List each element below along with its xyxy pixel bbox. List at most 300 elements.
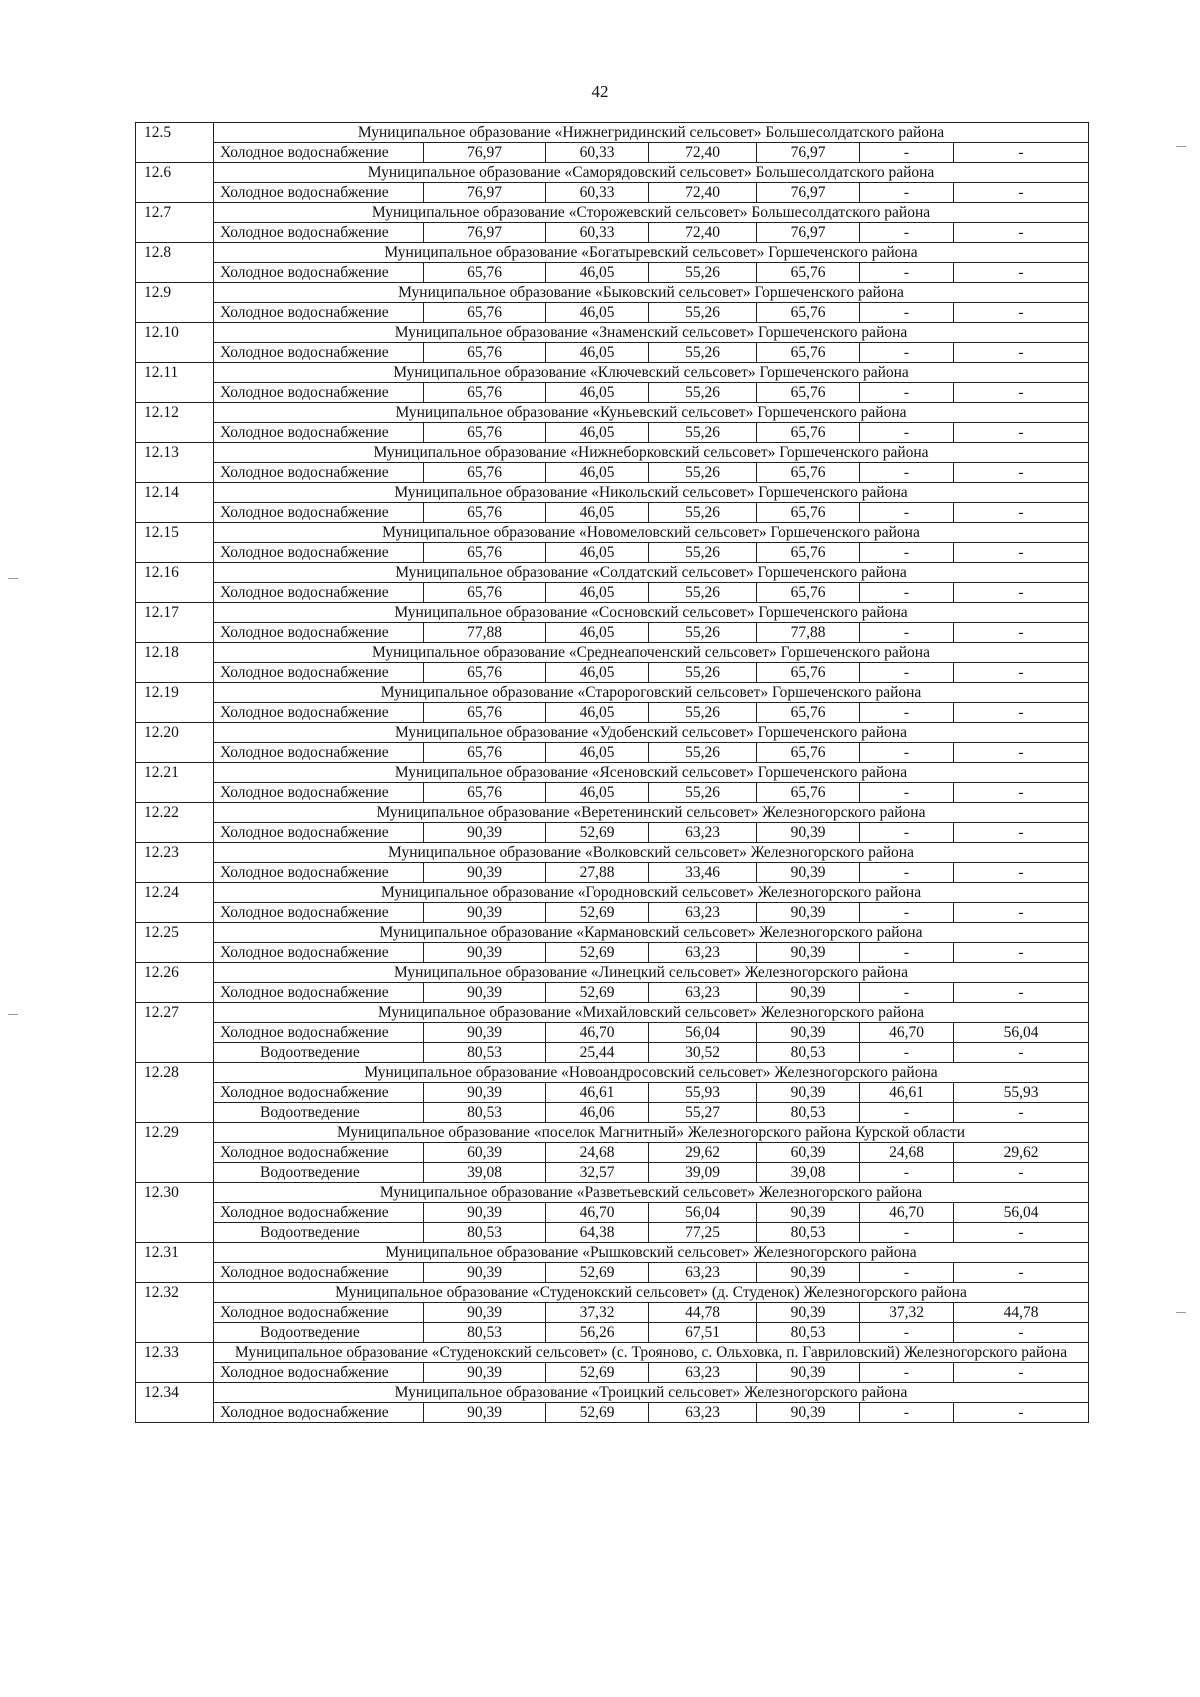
tariff-row [136,983,1089,1003]
tariff-value-3: 55,26 [649,423,757,443]
section-number: 12.26 [136,963,214,1003]
tariff-value-2: 46,70 [546,1203,649,1223]
tariff-value-5: - [860,223,954,243]
tariff-value-1: 90,39 [424,863,546,883]
section-number: 12.14 [136,483,214,523]
tariff-value-2: 64,38 [546,1223,649,1243]
tariff-value-1: 80,53 [424,1043,546,1063]
tariff-value-5: - [860,1323,954,1343]
tariff-value-3: 55,26 [649,383,757,403]
tariff-value-3: 63,23 [649,823,757,843]
tariff-row [136,823,1089,843]
tariff-value-6: - [954,1223,1089,1243]
tariff-value-2: 52,69 [546,1363,649,1383]
tariff-value-6: - [954,1103,1089,1123]
tariff-value-1: 65,76 [424,743,546,763]
tariff-value-4: 90,39 [757,1083,860,1103]
tariff-row [136,743,1089,763]
tariff-value-3: 55,26 [649,463,757,483]
tariff-row [136,703,1089,723]
section-number: 12.11 [136,363,214,403]
tariff-value-4: 90,39 [757,1023,860,1043]
tariff-value-2: 46,06 [546,1103,649,1123]
tariff-value-1: 90,39 [424,903,546,923]
section-header-row [136,123,1089,143]
tariff-value-2: 60,33 [546,223,649,243]
tariff-value-2: 46,05 [546,303,649,323]
tariff-value-6: - [954,343,1089,363]
section-title: Муниципальное образование «Нижнегридинский сельсовет» Большесолдатского района [214,123,1089,143]
tariff-row [136,1303,1089,1323]
tariff-value-6: 44,78 [954,1303,1089,1323]
tariff-value-6: - [954,263,1089,283]
section-title: Муниципальное образование «Линецкий сельсовет» Железногорского района [214,963,1089,983]
tariff-value-6: - [954,823,1089,843]
tariff-value-4: 80,53 [757,1323,860,1343]
tariff-value-3: 29,62 [649,1143,757,1163]
tariff-value-4: 90,39 [757,823,860,843]
tariff-row [136,463,1089,483]
tariff-value-1: 90,39 [424,1263,546,1283]
section-title: Муниципальное образование «Студенокский сельсовет» (с. Трояново, с. Ольховка, п. Гавриловский) Железногорского района [214,1343,1089,1363]
section-number: 12.19 [136,683,214,723]
service-name: Холодное водоснабжение [214,543,424,563]
tariff-value-2: 52,69 [546,823,649,843]
service-name: Холодное водоснабжение [214,623,424,643]
service-name: Холодное водоснабжение [214,1303,424,1323]
tariff-value-4: 65,76 [757,543,860,563]
tariff-value-5: - [860,1263,954,1283]
section-title: Муниципальное образование «Новоандросовский сельсовет» Железногорского района [214,1063,1089,1083]
service-name: Водоотведение [214,1043,424,1063]
section-title: Муниципальное образование «Среднеапоченский сельсовет» Горшеченского района [214,643,1089,663]
tariff-value-3: 55,26 [649,263,757,283]
service-name: Холодное водоснабжение [214,943,424,963]
tariff-value-5: - [860,863,954,883]
service-name: Водоотведение [214,1223,424,1243]
service-name: Холодное водоснабжение [214,703,424,723]
section-number: 12.24 [136,883,214,923]
tariff-value-1: 90,39 [424,1303,546,1323]
tariff-value-1: 90,39 [424,943,546,963]
tariff-row [136,863,1089,883]
tariff-value-2: 24,68 [546,1143,649,1163]
tariff-value-6: - [954,1363,1089,1383]
service-name: Холодное водоснабжение [214,983,424,1003]
tariff-value-5: 46,70 [860,1203,954,1223]
service-name: Холодное водоснабжение [214,1143,424,1163]
section-number: 12.21 [136,763,214,803]
tariff-value-5: - [860,543,954,563]
tariff-value-1: 90,39 [424,1023,546,1043]
tariff-value-1: 65,76 [424,303,546,323]
service-name: Холодное водоснабжение [214,263,424,283]
tariff-value-6: - [954,503,1089,523]
tariff-value-1: 76,97 [424,183,546,203]
service-name: Холодное водоснабжение [214,1023,424,1043]
tariff-value-6: 55,93 [954,1083,1089,1103]
section-header-row [136,163,1089,183]
section-header-row [136,363,1089,383]
section-number: 12.15 [136,523,214,563]
tariff-value-2: 52,69 [546,903,649,923]
section-header-row [136,403,1089,423]
page-number: 42 [591,82,609,101]
tariff-value-2: 60,33 [546,143,649,163]
service-name: Холодное водоснабжение [214,823,424,843]
tariff-value-1: 80,53 [424,1223,546,1243]
tariff-value-4: 39,08 [757,1163,860,1183]
section-title: Муниципальное образование «Троицкий сельсовет» Железногорского района [214,1383,1089,1403]
service-name: Водоотведение [214,1163,424,1183]
tariff-row [136,1363,1089,1383]
section-number: 12.27 [136,1003,214,1063]
section-number: 12.13 [136,443,214,483]
tariff-row [136,1103,1089,1123]
tariff-value-5: - [860,423,954,443]
tariff-row [136,503,1089,523]
section-header-row [136,643,1089,663]
tariff-value-1: 65,76 [424,383,546,403]
tariff-value-5: - [860,623,954,643]
tariff-value-1: 76,97 [424,223,546,243]
section-number: 12.29 [136,1123,214,1183]
service-name: Холодное водоснабжение [214,463,424,483]
section-header-row [136,243,1089,263]
service-name: Холодное водоснабжение [214,303,424,323]
tariff-value-5: 24,68 [860,1143,954,1163]
tariff-value-1: 39,08 [424,1163,546,1183]
tariff-row [136,1023,1089,1043]
tariff-value-4: 90,39 [757,1363,860,1383]
tariff-value-1: 60,39 [424,1143,546,1163]
tariff-value-4: 60,39 [757,1143,860,1163]
section-number: 12.18 [136,643,214,683]
tariff-value-4: 65,76 [757,423,860,443]
tariff-value-4: 90,39 [757,903,860,923]
tariff-row [136,223,1089,243]
section-header-row [136,443,1089,463]
tariff-value-3: 72,40 [649,143,757,163]
section-header-row [136,603,1089,623]
tariff-value-3: 77,25 [649,1223,757,1243]
section-title: Муниципальное образование «Сосновский сельсовет» Горшеченского района [214,603,1089,623]
tariff-value-5: - [860,463,954,483]
tariff-value-3: 55,26 [649,503,757,523]
tariff-row [136,1323,1089,1343]
tariff-value-4: 90,39 [757,1203,860,1223]
service-name: Холодное водоснабжение [214,423,424,443]
section-header-row [136,1003,1089,1023]
section-header-row [136,843,1089,863]
tariff-value-4: 76,97 [757,143,860,163]
tariff-row [136,623,1089,643]
tariff-value-2: 37,32 [546,1303,649,1323]
tariff-value-5: - [860,783,954,803]
section-number: 12.28 [136,1063,214,1123]
tariff-value-6: - [954,1403,1089,1423]
tariff-value-5: - [860,583,954,603]
tariff-value-3: 72,40 [649,223,757,243]
tariff-value-3: 55,26 [649,703,757,723]
tariff-value-6: - [954,1263,1089,1283]
section-number: 12.20 [136,723,214,763]
tariff-value-3: 55,26 [649,783,757,803]
tariff-value-4: 65,76 [757,263,860,283]
tariff-value-5: - [860,183,954,203]
section-title: Муниципальное образование «поселок Магнитный» Железногорского района Курской области [214,1123,1089,1143]
section-title: Муниципальное образование «Богатыревский сельсовет» Горшеченского района [214,243,1089,263]
tariff-value-3: 39,09 [649,1163,757,1183]
section-number: 12.10 [136,323,214,363]
tariff-row [136,903,1089,923]
tariff-value-4: 90,39 [757,1263,860,1283]
section-number: 12.33 [136,1343,214,1383]
service-name: Холодное водоснабжение [214,503,424,523]
section-number: 12.25 [136,923,214,963]
tariff-value-6: - [954,863,1089,883]
section-title: Муниципальное образование «Волковский сельсовет» Железногорского района [214,843,1089,863]
tariff-value-6: - [954,183,1089,203]
tariff-value-2: 25,44 [546,1043,649,1063]
tariff-value-4: 80,53 [757,1103,860,1123]
tariff-value-6: - [954,623,1089,643]
tariff-value-2: 46,05 [546,423,649,443]
tariff-value-5: - [860,903,954,923]
tariff-value-6: 56,04 [954,1203,1089,1223]
tariff-row [136,783,1089,803]
tariff-value-2: 46,05 [546,623,649,643]
section-header-row [136,1243,1089,1263]
tariff-value-1: 90,39 [424,1083,546,1103]
tariff-row [136,143,1089,163]
tariff-value-5: - [860,1103,954,1123]
tariff-value-6: - [954,223,1089,243]
tariff-value-5: - [860,1363,954,1383]
tariff-value-5: - [860,503,954,523]
tariff-value-5: - [860,1403,954,1423]
tariff-value-3: 56,04 [649,1023,757,1043]
tariff-value-5: - [860,263,954,283]
tariff-value-3: 55,26 [649,623,757,643]
service-name: Водоотведение [214,1323,424,1343]
tariff-value-5: 37,32 [860,1303,954,1323]
tariff-value-3: 63,23 [649,903,757,923]
section-header-row [136,1183,1089,1203]
section-number: 12.6 [136,163,214,203]
tariff-value-1: 65,76 [424,583,546,603]
section-number: 12.23 [136,843,214,883]
tariff-value-4: 65,76 [757,463,860,483]
service-name: Холодное водоснабжение [214,1203,424,1223]
tariff-value-1: 90,39 [424,1203,546,1223]
page-edge-mark [8,1014,18,1015]
tariff-value-5: - [860,143,954,163]
tariff-value-2: 52,69 [546,1263,649,1283]
tariff-value-4: 65,76 [757,343,860,363]
section-number: 12.34 [136,1383,214,1423]
tariff-value-3: 30,52 [649,1043,757,1063]
service-name: Холодное водоснабжение [214,903,424,923]
page-edge-mark [1176,146,1186,147]
tariff-value-4: 90,39 [757,863,860,883]
tariff-row [136,1223,1089,1243]
tariff-value-1: 77,88 [424,623,546,643]
tariff-value-1: 90,39 [424,983,546,1003]
tariff-value-4: 80,53 [757,1043,860,1063]
tariff-value-1: 65,76 [424,343,546,363]
tariff-value-1: 65,76 [424,423,546,443]
section-header-row [136,1063,1089,1083]
tariff-value-2: 46,05 [546,503,649,523]
tariff-value-1: 65,76 [424,463,546,483]
section-header-row [136,683,1089,703]
tariff-value-1: 90,39 [424,1403,546,1423]
tariff-row [136,1043,1089,1063]
service-name: Холодное водоснабжение [214,383,424,403]
section-title: Муниципальное образование «Саморядовский сельсовет» Большесолдатского района [214,163,1089,183]
tariff-value-1: 65,76 [424,543,546,563]
tariff-value-3: 55,93 [649,1083,757,1103]
tariff-value-4: 90,39 [757,943,860,963]
tariff-value-4: 90,39 [757,983,860,1003]
tariff-value-4: 65,76 [757,503,860,523]
tariff-value-3: 55,26 [649,583,757,603]
service-name: Холодное водоснабжение [214,663,424,683]
service-name: Холодное водоснабжение [214,1363,424,1383]
tariff-value-2: 46,70 [546,1023,649,1043]
section-header-row [136,763,1089,783]
section-header-row [136,923,1089,943]
tariff-value-2: 52,69 [546,1403,649,1423]
tariff-value-5: - [860,383,954,403]
tariff-value-4: 65,76 [757,583,860,603]
tariff-value-3: 55,26 [649,663,757,683]
service-name: Холодное водоснабжение [214,223,424,243]
tariff-row [136,343,1089,363]
service-name: Холодное водоснабжение [214,1403,424,1423]
tariff-row [136,303,1089,323]
section-title: Муниципальное образование «Разветьевский сельсовет» Железногорского района [214,1183,1089,1203]
section-title: Муниципальное образование «Сторожевский сельсовет» Большесолдатского района [214,203,1089,223]
section-header-row [136,563,1089,583]
tariff-value-4: 65,76 [757,743,860,763]
page-edge-mark [8,578,18,579]
tariff-value-1: 65,76 [424,783,546,803]
tariff-value-3: 55,26 [649,743,757,763]
tariff-value-6: - [954,703,1089,723]
tariff-row [136,1263,1089,1283]
tariff-value-6: - [954,303,1089,323]
tariff-value-2: 46,05 [546,783,649,803]
tariff-row [136,1403,1089,1423]
tariff-value-5: - [860,1223,954,1243]
section-title: Муниципальное образование «Быковский сельсовет» Горшеченского района [214,283,1089,303]
section-title: Муниципальное образование «Веретенинский сельсовет» Железногорского района [214,803,1089,823]
tariff-row [136,663,1089,683]
tariff-value-4: 65,76 [757,783,860,803]
tariff-value-6: - [954,543,1089,563]
service-name: Холодное водоснабжение [214,183,424,203]
service-name: Холодное водоснабжение [214,343,424,363]
service-name: Холодное водоснабжение [214,1263,424,1283]
tariff-value-5: 46,61 [860,1083,954,1103]
tariff-value-1: 90,39 [424,823,546,843]
tariff-value-5: - [860,663,954,683]
service-name: Холодное водоснабжение [214,783,424,803]
tariff-value-6: - [954,1043,1089,1063]
tariff-value-4: 65,76 [757,383,860,403]
section-title: Муниципальное образование «Ясеновский сельсовет» Горшеченского района [214,763,1089,783]
tariff-value-6: - [954,583,1089,603]
tariff-value-4: 65,76 [757,303,860,323]
tariff-value-6: - [954,1323,1089,1343]
tariff-value-6: - [954,743,1089,763]
section-number: 12.30 [136,1183,214,1243]
section-header-row [136,723,1089,743]
section-header-row [136,483,1089,503]
section-title: Муниципальное образование «Знаменский сельсовет» Горшеченского района [214,323,1089,343]
tariff-value-2: 52,69 [546,943,649,963]
tariff-value-3: 55,26 [649,303,757,323]
tariff-value-3: 56,04 [649,1203,757,1223]
tariff-value-5: - [860,1163,954,1183]
section-title: Муниципальное образование «Старороговский сельсовет» Горшеченского района [214,683,1089,703]
section-header-row [136,283,1089,303]
tariff-value-2: 46,05 [546,703,649,723]
tariff-row [136,263,1089,283]
section-header-row [136,1343,1089,1363]
tariff-value-4: 65,76 [757,663,860,683]
tariff-value-5: - [860,983,954,1003]
section-title: Муниципальное образование «Студенокский сельсовет» (д. Студенок) Железногорского района [214,1283,1089,1303]
tariff-row [136,543,1089,563]
tariff-value-2: 46,05 [546,583,649,603]
tariff-value-6: - [954,463,1089,483]
tariff-row [136,1163,1089,1183]
section-header-row [136,1283,1089,1303]
tariff-value-6: - [954,383,1089,403]
tariff-value-6: - [954,783,1089,803]
tariff-value-2: 56,26 [546,1323,649,1343]
tariff-value-2: 46,05 [546,343,649,363]
service-name: Холодное водоснабжение [214,743,424,763]
service-name: Холодное водоснабжение [214,1083,424,1103]
tariff-value-2: 46,05 [546,743,649,763]
tariff-row [136,583,1089,603]
section-title: Муниципальное образование «Куньевский сельсовет» Горшеченского района [214,403,1089,423]
tariff-value-2: 46,05 [546,663,649,683]
service-name: Холодное водоснабжение [214,583,424,603]
tariff-value-2: 46,61 [546,1083,649,1103]
section-title: Муниципальное образование «Ключевский сельсовет» Горшеченского района [214,363,1089,383]
tariff-value-3: 55,27 [649,1103,757,1123]
tariff-value-3: 33,46 [649,863,757,883]
tariff-value-2: 46,05 [546,383,649,403]
service-name: Холодное водоснабжение [214,863,424,883]
section-title: Муниципальное образование «Кармановский сельсовет» Железногорского района [214,923,1089,943]
tariff-table [135,122,1089,1423]
tariff-value-6: - [954,903,1089,923]
tariff-value-4: 90,39 [757,1303,860,1323]
tariff-row [136,1203,1089,1223]
tariff-value-6: 56,04 [954,1023,1089,1043]
tariff-value-6: - [954,663,1089,683]
section-header-row [136,203,1089,223]
tariff-value-6: - [954,943,1089,963]
section-header-row [136,1383,1089,1403]
section-title: Муниципальное образование «Удобенский сельсовет» Горшеченского района [214,723,1089,743]
